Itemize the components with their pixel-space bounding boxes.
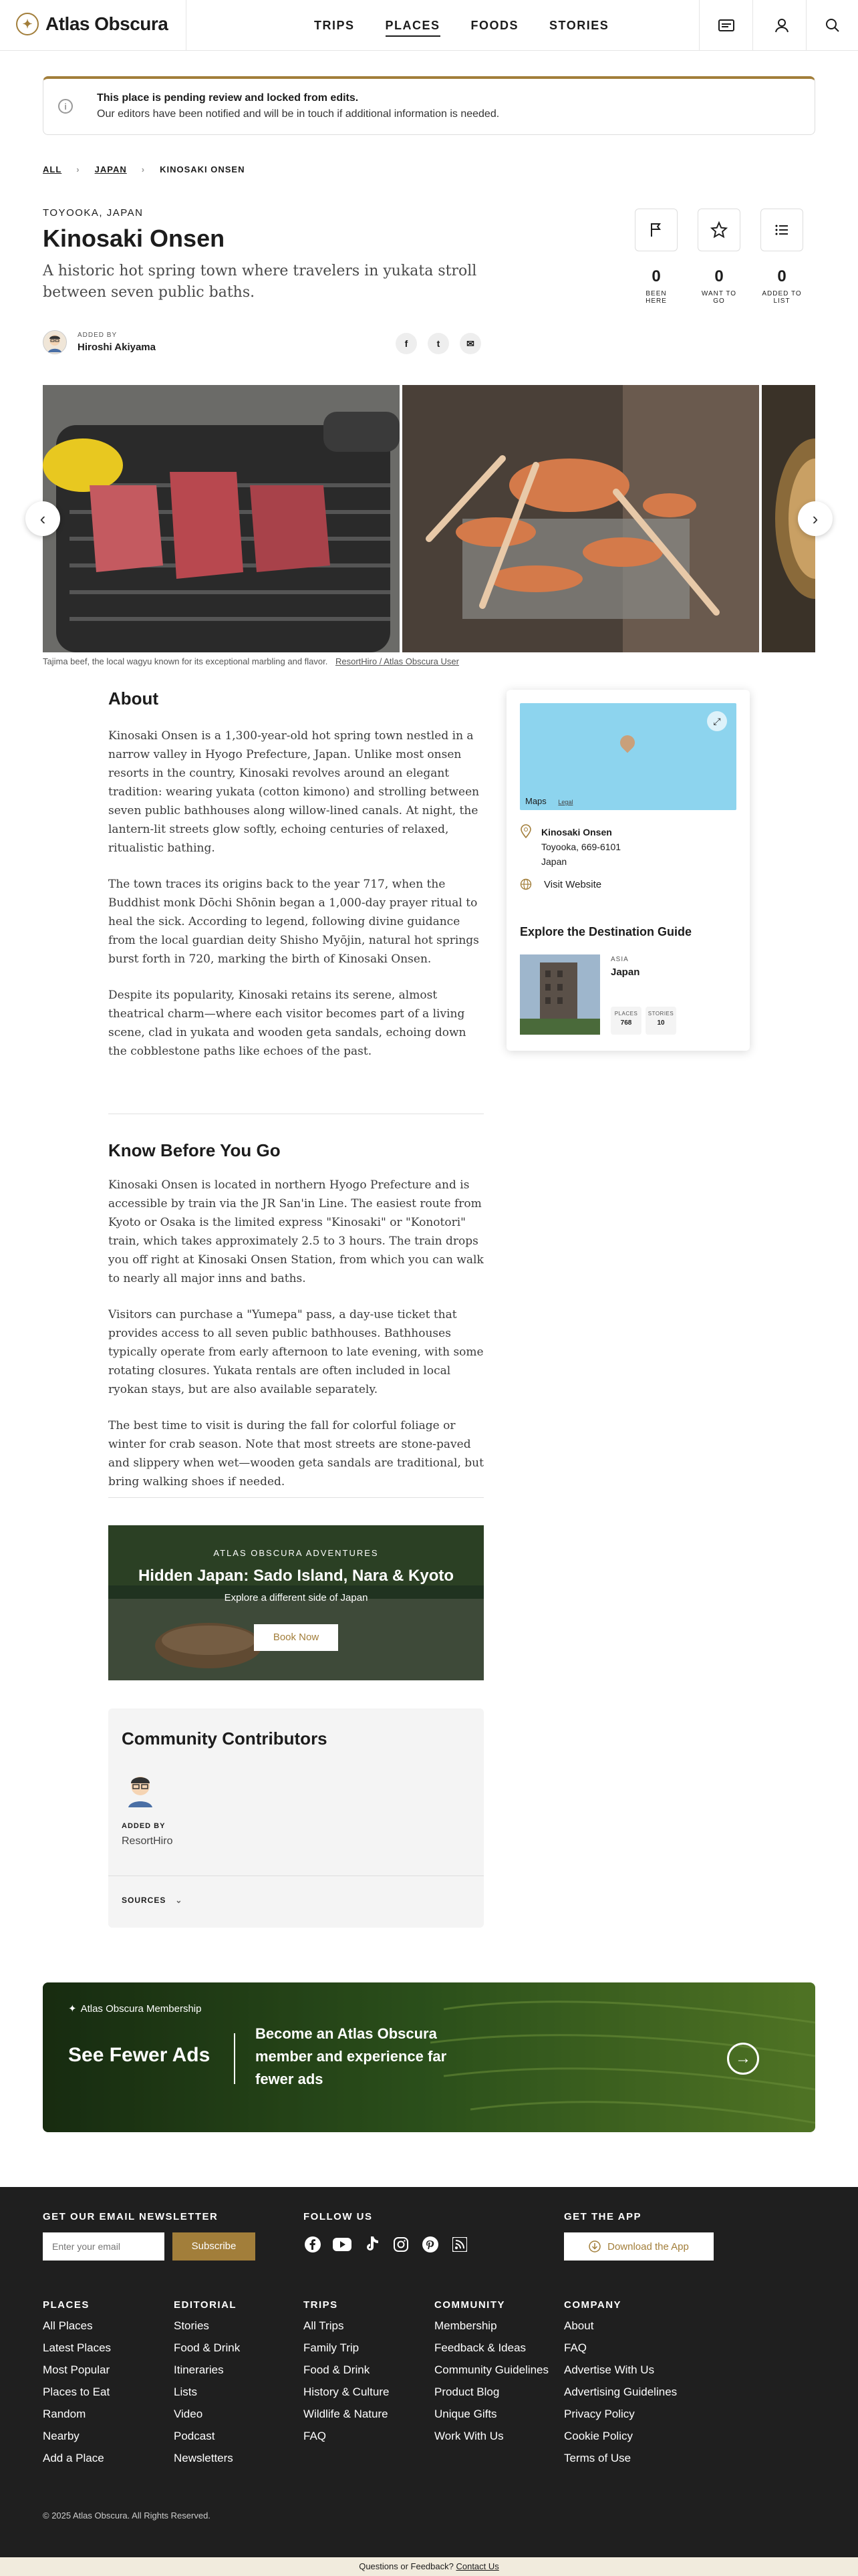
tiktok-icon[interactable] [362,2235,381,2254]
caption-credit-link[interactable]: ResortHiro / Atlas Obscura User [335,656,459,666]
footer-col-company: COMPANY About FAQ Advertise With Us Advertising Guidelines Privacy Policy Cookie Policy Terms of Use [564,2299,678,2464]
nav-trips[interactable]: TRIPS [314,19,355,32]
list-icon[interactable] [760,209,803,251]
been-here-label: BEEN HERE [646,290,667,305]
download-app-button[interactable]: Download the App [564,2232,714,2261]
adventure-subtitle: Explore a different side of Japan [224,1592,368,1603]
footer-link[interactable]: Terms of Use [564,2452,631,2464]
newsletter-email-input[interactable] [43,2232,164,2261]
logo-compass-icon: ✦ [68,2003,77,2015]
footer-link[interactable]: Itineraries [174,2363,224,2376]
membership-body: Become an Atlas Obscura member and experience far fewer ads [255,2025,447,2087]
gallery-prev-button[interactable]: ‹ [25,501,60,536]
twitter-share-icon[interactable]: t [428,333,449,354]
place-actions [635,209,803,305]
instagram-icon[interactable] [392,2235,410,2254]
newsletter-heading: GET OUR EMAIL NEWSLETTER [43,2211,219,2222]
avatar[interactable] [43,330,67,354]
footer-link[interactable]: All Places [43,2319,93,2332]
social-links [303,2235,480,2254]
about-paragraph: The town traces its origins back to the year 717, when the Buddhist monk Dōchi Shōnin began a 1,000-day prayer ritual to heal the sick. According to legend, following divine guidance from the local guardian deity Shisho Myōjin, natural hot springs burst forth in 720, marking the birth of Kinosaki Onsen. [108,878,479,966]
gallery-next-button[interactable]: › [798,501,833,536]
footer-link[interactable]: Membership [434,2319,497,2332]
trips-icon[interactable] [715,13,739,37]
page-title: Kinosaki Onsen [43,225,225,252]
breadcrumb [43,164,245,174]
destination-guide-heading: Explore the Destination Guide [520,925,692,938]
destination-guide-image[interactable] [520,954,600,1035]
guide-places-stat: PLACES 768 [611,1007,641,1035]
footer-link[interactable]: Places to Eat [43,2386,110,2398]
footer-link[interactable]: Newsletters [174,2452,233,2464]
site-footer [0,2187,858,2557]
youtube-icon[interactable] [333,2235,351,2254]
maps-attribution: Maps Legal [525,796,573,806]
footer-link[interactable]: Community Guidelines [434,2363,549,2376]
added-by-name[interactable]: Hiroshi Akiyama [78,342,156,353]
star-icon[interactable] [698,209,740,251]
footer-col-community: COMMUNITY Membership Feedback & Ideas Community Guidelines Product Blog Unique Gifts Work With Us [434,2299,549,2442]
want-to-go-label: WANT TO GO [701,290,737,305]
about-paragraph: Despite its popularity, Kinosaki retains its serene, almost theatrical charm—where each visitor becomes part of a living scene, clad in yukata and wooden geta sandals, echoing down the cobblestone paths like echoes of the past. [108,989,466,1058]
pending-review-notice [43,76,815,135]
footer-link[interactable]: All Trips [303,2319,344,2332]
added-to-list-label: ADDED TO LIST [762,290,802,305]
card-address-country: Japan [541,856,567,867]
follow-heading: FOLLOW US [303,2211,373,2222]
footer-link[interactable]: FAQ [303,2430,327,2442]
footer-link[interactable]: Advertising Guidelines [564,2386,678,2398]
globe-icon [520,878,532,890]
breadcrumb-all[interactable]: ALL [43,164,62,174]
guide-region: ASIA [611,956,629,963]
facebook-icon[interactable] [303,2235,322,2254]
email-share-icon[interactable]: ✉ [460,333,481,354]
contributor-avatar[interactable] [122,1770,159,1807]
added-to-list-count: 0 [777,267,786,285]
footer-link[interactable]: Advertise With Us [564,2363,655,2376]
add-to-list-action[interactable] [760,209,803,305]
chevron-down-icon: ⌄ [175,1896,183,1905]
footer-link[interactable]: Food & Drink [174,2341,241,2354]
chevron-right-icon: › [76,164,80,174]
place-location[interactable]: TOYOOKA, JAPAN [43,207,144,219]
footer-link[interactable]: Stories [174,2319,209,2332]
footer-link[interactable]: Family Trip [303,2341,360,2354]
chevron-right-icon: › [141,164,146,174]
photo-caption [43,656,459,666]
feedback-bar [0,2557,858,2576]
contributor-name[interactable]: ResortHiro [122,1835,173,1847]
notice-title: This place is pending review and locked from edits. [97,92,359,104]
footer-link[interactable]: Most Popular [43,2363,110,2376]
footer-link[interactable]: Nearby [43,2430,80,2442]
footer-link[interactable]: Podcast [174,2430,215,2442]
contributors-heading: Community Contributors [122,1728,327,1749]
footer-link[interactable]: Food & Drink [303,2363,370,2376]
flag-icon[interactable] [635,209,678,251]
footer-link[interactable]: Latest Places [43,2341,112,2354]
location-card [507,690,750,1051]
footer-link[interactable]: History & Culture [303,2386,390,2398]
sources-label: SOURCES [122,1896,166,1905]
notice-body: Our editors have been notified and will be in touch if additional information is needed. [97,108,500,120]
app-heading: GET THE APP [564,2211,641,2222]
footer-link[interactable]: Lists [174,2386,197,2398]
photo-gallery [43,385,815,652]
footer-link[interactable]: Product Blog [434,2386,500,2398]
card-place-name: Kinosaki Onsen [541,827,612,838]
rss-icon[interactable] [450,2235,469,2254]
know-before-paragraph: Kinosaki Onsen is located in northern Hyogo Prefecture and is accessible by train via the JR San'in Line. The easiest route from Kyoto or Osaka is the limited express "Kinosaki" or "Konotori" train, which takes approximately 2.5 to 3 hours. The train drops you off right at Kinosaki Onsen Station, from which you can walk to nearly all major inns and baths. [108,1178,484,1285]
added-by-label: ADDED BY [78,332,118,339]
visit-website-label[interactable]: Visit Website [544,878,602,890]
main-nav [314,19,609,37]
know-before-section [108,1140,484,1509]
subscribe-button[interactable]: Subscribe [172,2232,255,2261]
copyright: © 2025 Atlas Obscura. All Rights Reserved. [43,2510,210,2521]
visit-website-link[interactable] [520,878,601,890]
footer-link[interactable]: Cookie Policy [564,2430,633,2442]
adventure-kicker: ATLAS OBSCURA ADVENTURES [213,1548,379,1558]
caption-text: Tajima beef, the local wagyu known for its exceptional marbling and flavor. [43,656,328,666]
gallery-photo-crab[interactable] [402,385,759,652]
facebook-share-icon[interactable]: f [396,333,417,354]
footer-col-trips: TRIPS All Trips Family Trip Food & Drink History & Culture Wildlife & Nature FAQ [303,2299,390,2442]
been-here-action[interactable] [635,209,678,305]
nav-stories[interactable]: STORIES [549,19,609,32]
divider [108,1497,484,1498]
footer-link[interactable]: Wildlife & Nature [303,2408,388,2420]
been-here-count: 0 [652,267,661,285]
search-icon[interactable] [821,13,845,37]
footer-col-places: PLACES All Places Latest Places Most Popular Places to Eat Random Nearby Add a Place [43,2299,112,2464]
footer-link[interactable]: Video [174,2408,203,2420]
footer-link[interactable]: Add a Place [43,2452,104,2464]
footer-link[interactable]: Feedback & Ideas [434,2341,527,2354]
location-pin-icon [520,823,532,838]
footer-link[interactable]: Work With Us [434,2430,504,2442]
arrow-right-icon[interactable]: → [727,2043,759,2075]
membership-headline: See Fewer Ads [68,2044,210,2066]
want-to-go-action[interactable] [698,209,740,305]
page-subtitle: A historic hot spring town where travelers in yukata stroll between seven public baths. [43,263,477,301]
want-to-go-count: 0 [714,267,724,285]
expand-map-icon[interactable]: ⤢ [707,711,727,731]
breadcrumb-current: KINOSAKI ONSEN [160,164,245,174]
know-before-heading: Know Before You Go [108,1140,281,1160]
footer-link[interactable]: Unique Gifts [434,2408,497,2420]
gallery-photo-wagyu[interactable] [43,385,400,652]
info-icon: i [58,99,73,114]
sources-toggle[interactable] [122,1896,182,1905]
pinterest-icon[interactable] [421,2235,440,2254]
book-now-button[interactable]: Book Now [254,1624,338,1651]
added-by [43,330,156,354]
logo-text: Atlas Obscura [45,13,168,34]
site-logo[interactable] [16,13,168,35]
about-section [108,688,484,1078]
nav-foods[interactable]: FOODS [470,19,519,32]
map-pin-icon [617,732,637,753]
about-heading: About [108,688,159,709]
contributor-label: ADDED BY [122,1822,166,1830]
know-before-paragraph: The best time to visit is during the fall for colorful foliage or winter for crab season. Note that most streets are stone-paved and slippery when wet—wooden geta sandals are traditional, but bring walking shoes if needed. [108,1419,484,1489]
adventure-promo [108,1525,484,1680]
community-contributors [108,1708,484,1928]
know-before-paragraph: Visitors can purchase a "Yumepa" pass, a day-use ticket that provides access to all seven public bathhouses. Bathhouses typically operate from early afternoon to late evening, with some rotating closures. Yukata rentals are often included in local ryokan stays, but are also available separately. [108,1308,484,1396]
breadcrumb-japan[interactable]: JAPAN [94,164,127,174]
membership-brand: ✦ Atlas Obscura Membership [68,2003,202,2015]
footer-link[interactable]: About [564,2319,594,2332]
feedback-text: Questions or Feedback? [359,2561,454,2571]
adventure-title: Hidden Japan: Sado Island, Nara & Kyoto [138,1567,454,1585]
footer-link[interactable]: Privacy Policy [564,2408,635,2420]
site-header [0,0,858,51]
guide-country[interactable]: Japan [611,967,640,978]
card-address-line: Toyooka, 669-6101 [541,842,621,852]
user-icon[interactable] [770,13,794,37]
contact-us-link[interactable]: Contact Us [456,2561,499,2571]
location-map[interactable] [520,703,736,810]
about-paragraph: Kinosaki Onsen is a 1,300-year-old hot spring town nestled in a narrow valley in Hyogo Prefecture, Japan. Unlike most onsen resorts in the country, Kinosaki revolves around an elegant tradition: wearing yukata (cotton kimono) and strolling between seven public bathhouses along willow-lined canals. At night, the lantern-lit streets glow softly, echoing centuries of relaxed, ritualistic bathing. [108,729,480,855]
footer-link[interactable]: Random [43,2408,86,2420]
logo-compass-icon: ✦ [16,13,39,35]
nav-places[interactable]: PLACES [386,19,440,37]
footer-col-editorial: EDITORIAL Stories Food & Drink Itineraries Lists Video Podcast Newsletters [174,2299,241,2464]
guide-stories-stat: STORIES 10 [646,1007,676,1035]
footer-link[interactable]: FAQ [564,2341,587,2354]
membership-banner[interactable] [43,1982,815,2132]
download-icon [589,2240,601,2252]
